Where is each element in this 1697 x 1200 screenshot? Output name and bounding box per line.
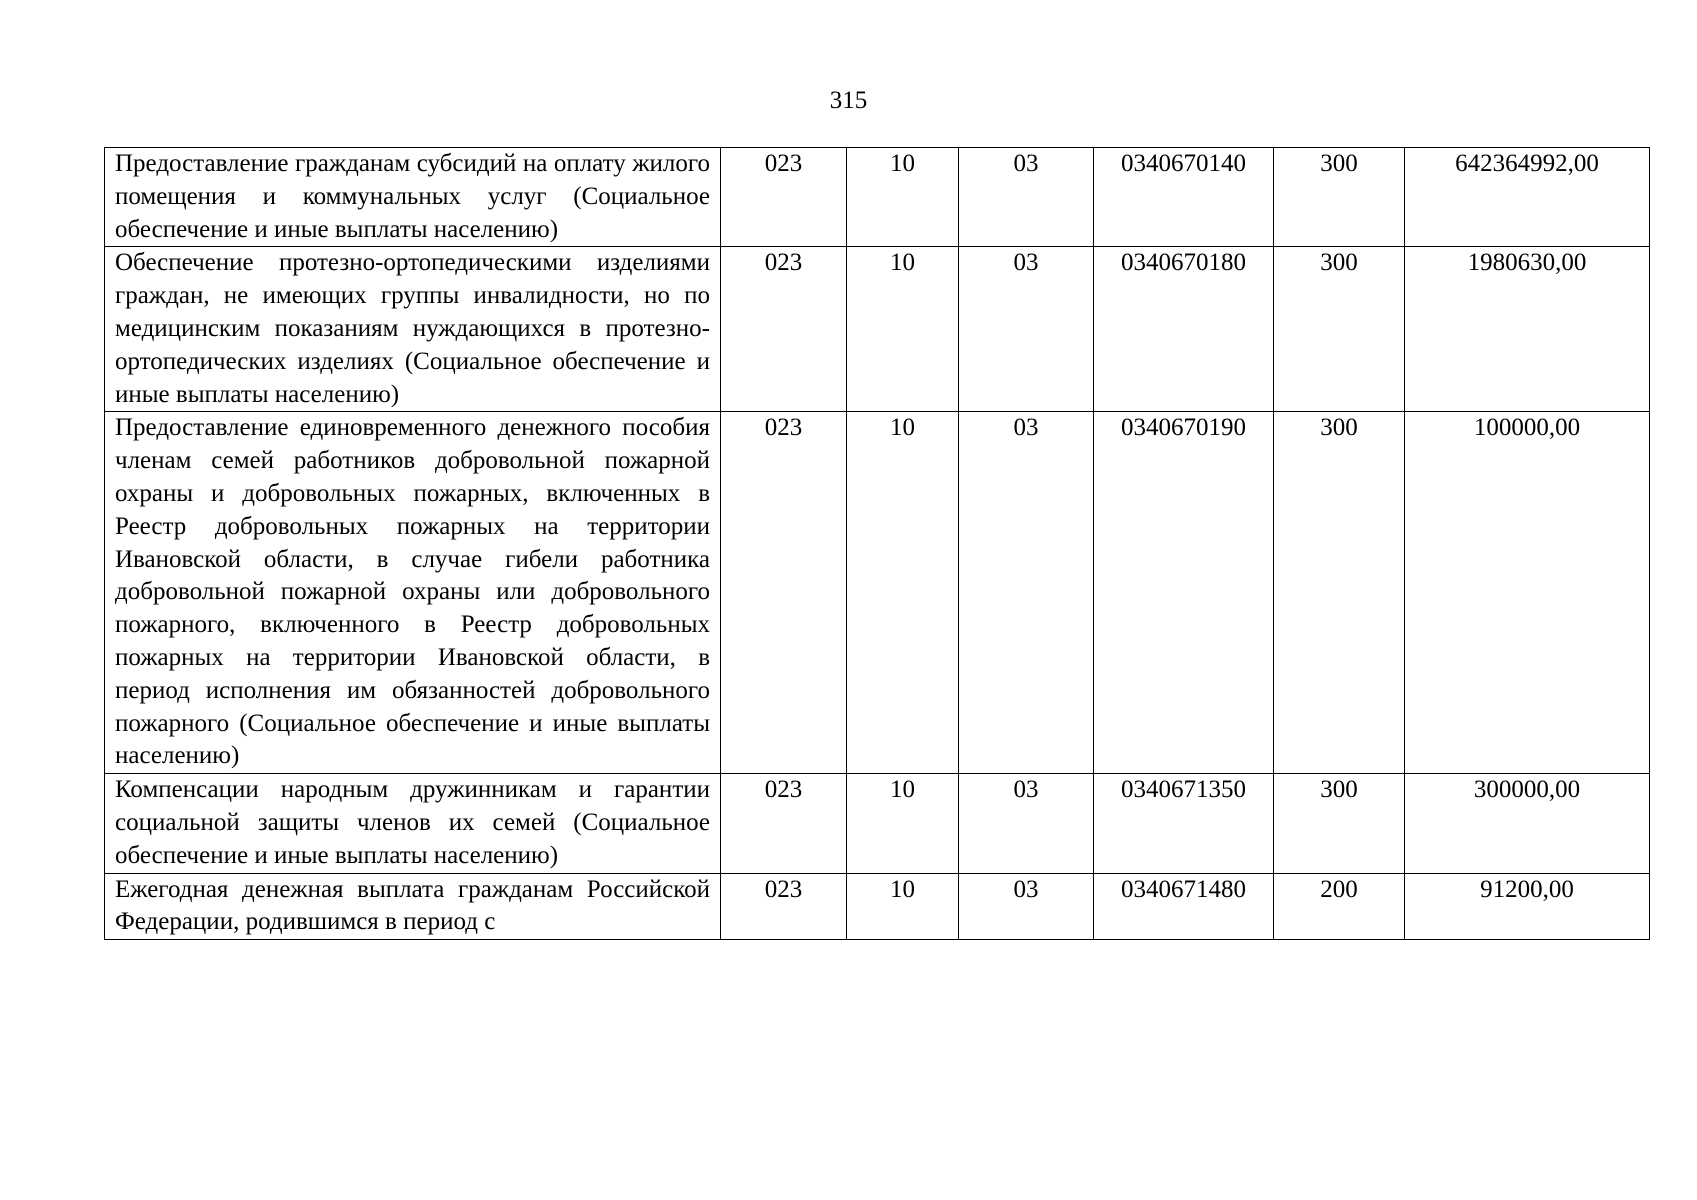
gov-code-cell: 023 xyxy=(721,247,847,412)
subsection-cell: 03 xyxy=(959,247,1094,412)
expense-type-cell: 300 xyxy=(1274,774,1405,873)
row-description: Предоставление единовременного денежного пособия членам семей работников добровольной пожарной охраны и добровольных пожарных, включенных в Реестр добровольных пожарных на территории Ивановской области, в случае гибели работника добровольной пожарной охраны или добровольного пожарного, включенного в Реестр добровольных пожарных на территории Ивановской области, в период исполнения им обязанностей добровольного пожарного (Социальное обеспечение и иные выплаты населению) xyxy=(105,412,721,774)
page-number: 315 xyxy=(829,87,868,114)
table-row xyxy=(105,774,1650,873)
target-article-cell: 0340671480 xyxy=(1094,873,1274,940)
expense-type-cell: 300 xyxy=(1274,412,1405,774)
row-description: Ежегодная денежная выплата гражданам Российской Федерации, родившимся в период с xyxy=(105,873,721,940)
gov-code-cell: 023 xyxy=(721,774,847,873)
target-article-cell: 0340670190 xyxy=(1094,412,1274,774)
table-row xyxy=(105,247,1650,412)
row-description: Предоставление гражданам субсидий на оплату жилого помещения и коммунальных услуг (Социальное обеспечение и иные выплаты населению) xyxy=(105,148,721,247)
amount-cell: 91200,00 xyxy=(1405,873,1650,940)
expense-type-cell: 300 xyxy=(1274,247,1405,412)
section-cell: 10 xyxy=(847,412,959,774)
row-description: Компенсации народным дружинникам и гарантии социальной защиты членов их семей (Социальное обеспечение и иные выплаты населению) xyxy=(105,774,721,873)
target-article-cell: 0340670180 xyxy=(1094,247,1274,412)
amount-cell: 100000,00 xyxy=(1405,412,1650,774)
amount-cell: 1980630,00 xyxy=(1405,247,1650,412)
subsection-cell: 03 xyxy=(959,774,1094,873)
subsection-cell: 03 xyxy=(959,148,1094,247)
expense-type-cell: 300 xyxy=(1274,148,1405,247)
section-cell: 10 xyxy=(847,774,959,873)
gov-code-cell: 023 xyxy=(721,412,847,774)
table-row xyxy=(105,873,1650,940)
budget-table xyxy=(104,147,1650,940)
section-cell: 10 xyxy=(847,148,959,247)
table-row xyxy=(105,148,1650,247)
expense-type-cell: 200 xyxy=(1274,873,1405,940)
section-cell: 10 xyxy=(847,247,959,412)
subsection-cell: 03 xyxy=(959,412,1094,774)
gov-code-cell: 023 xyxy=(721,148,847,247)
subsection-cell: 03 xyxy=(959,873,1094,940)
amount-cell: 642364992,00 xyxy=(1405,148,1650,247)
gov-code-cell: 023 xyxy=(721,873,847,940)
section-cell: 10 xyxy=(847,873,959,940)
amount-cell: 300000,00 xyxy=(1405,774,1650,873)
row-description: Обеспечение протезно-ортопедическими изделиями граждан, не имеющих группы инвалидности, но по медицинским показаниям нуждающихся в протезно-ортопедических изделиях (Социальное обеспечение и иные выплаты населению) xyxy=(105,247,721,412)
target-article-cell: 0340671350 xyxy=(1094,774,1274,873)
table-row xyxy=(105,412,1650,774)
target-article-cell: 0340670140 xyxy=(1094,148,1274,247)
